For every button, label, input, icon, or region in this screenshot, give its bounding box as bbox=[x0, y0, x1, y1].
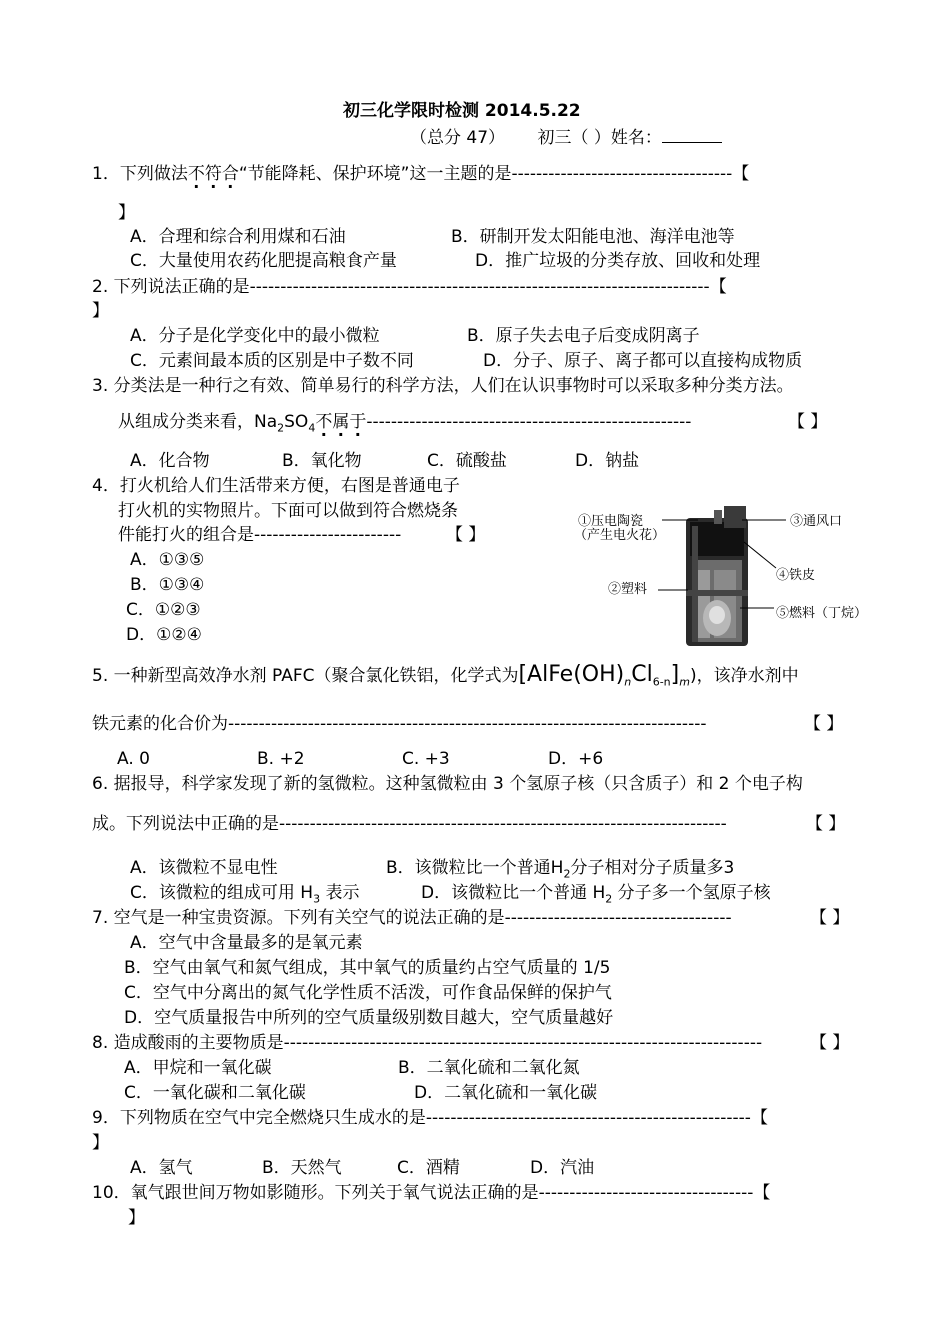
q9-dashes: -----------------------------------------------------【 bbox=[425, 1108, 768, 1128]
q8-option-d[interactable]: D．二氧化硫和一氧化碳 bbox=[414, 1083, 598, 1103]
q1-dashes: ------------------------------------【 bbox=[511, 164, 750, 184]
q3-formula: Na bbox=[254, 412, 278, 432]
lighter-label-4: ④铁皮 bbox=[776, 568, 816, 583]
q4-option-c[interactable]: C．①②③ bbox=[126, 600, 201, 620]
q3-stem: 3. 分类法是一种行之有效、简单易行的科学方法，人们在认识事物时可以采取多种分类方法。 bbox=[92, 376, 794, 396]
q1-stem bbox=[92, 163, 749, 185]
name-blank[interactable] bbox=[662, 126, 722, 143]
q3-option-a[interactable]: A．化合物 bbox=[130, 451, 210, 471]
q10-stem-text: 10．氧气跟世间万物如影随形。下列关于氧气说法正确的是 bbox=[92, 1183, 539, 1203]
q7-option-d[interactable]: D．空气质量报告中所列的空气质量级别数目越大，空气质量越好 bbox=[124, 1008, 614, 1028]
q9-stem bbox=[92, 1107, 768, 1129]
q6-stem: 6. 据报导，科学家发现了新的氢微粒。这种氢微粒由 3 个氢原子核（只含质子）和 2 个电子构 bbox=[92, 774, 803, 794]
q5-option-b[interactable]: B. +2 bbox=[257, 749, 305, 769]
lighter-label-1-note: （产生电火花） bbox=[574, 528, 666, 543]
q6-option-d-text: D．该微粒比一个普通 H bbox=[421, 883, 606, 903]
q3-stem-line2 bbox=[118, 411, 691, 439]
q9-bracket-close: 】 bbox=[92, 1133, 109, 1153]
q7-option-b[interactable]: B．空气由氧气和氮气组成，其中氧气的质量约占空气质量的 1/5 bbox=[124, 958, 611, 978]
q2-bracket-close: 】 bbox=[92, 301, 109, 321]
q8-option-b[interactable]: B．二氧化硫和二氧化氮 bbox=[398, 1058, 580, 1078]
q6-option-c-sub: 3 bbox=[313, 892, 321, 906]
lighter-label-1: ①压电陶瓷 bbox=[578, 514, 644, 529]
q3-emphasis-char: 属 bbox=[332, 412, 350, 432]
q10-dashes: -----------------------------------【 bbox=[538, 1183, 771, 1203]
lighter-label-3: ③通风口 bbox=[790, 514, 843, 529]
q1-emphasis-char: 不 bbox=[187, 164, 205, 184]
q1-option-c[interactable]: C．大量使用农药化肥提高粮食产量 bbox=[130, 251, 397, 271]
q4-stem-line2: 打火机的实物照片。下面可以做到符合燃烧条 bbox=[118, 501, 458, 521]
q2-option-b[interactable]: B．原子失去电子后变成阴离子 bbox=[467, 326, 700, 346]
q3-answer-bracket[interactable]: 【 】 bbox=[788, 412, 828, 432]
q5-stem-text: 5. 一种新型高效净水剂 PAFC（聚合氯化铁铝，化学式为 bbox=[92, 666, 519, 686]
q2-stem bbox=[92, 276, 727, 298]
q8-dashes: ------------------------------------------------------------------------------ bbox=[283, 1033, 763, 1053]
q9-option-c[interactable]: C．酒精 bbox=[397, 1158, 460, 1178]
q1-stem-part: 1．下列做法 bbox=[92, 164, 188, 184]
q5-formula-sub: 6-n bbox=[652, 675, 671, 689]
q7-stem bbox=[92, 907, 732, 929]
q7-option-c[interactable]: C．空气中分离出的氮气化学性质不活泼，可作食品保鲜的保护气 bbox=[124, 983, 612, 1003]
q6-stem-line2 bbox=[92, 813, 727, 835]
q6-option-d-text: 分子多一个氢原子核 bbox=[612, 883, 771, 903]
q4-stem-part: 件能打火的组合是 bbox=[118, 525, 254, 545]
lighter-label-5: ⑤燃料（丁烷） bbox=[776, 606, 868, 621]
q1-option-b[interactable]: B．研制开发太阳能电池、海洋电池等 bbox=[451, 227, 735, 247]
q6-option-d-sub: 2 bbox=[605, 892, 613, 906]
class-name-label: 初三（ ）姓名： bbox=[537, 128, 662, 148]
q5-formula-sub: n bbox=[624, 675, 632, 689]
q9-stem-text: 9．下列物质在空气中完全燃烧只生成水的是 bbox=[92, 1108, 426, 1128]
q6-option-a[interactable]: A．该微粒不显电性 bbox=[130, 858, 278, 878]
q1-option-d[interactable]: D．推广垃圾的分类存放、回收和处理 bbox=[475, 251, 761, 271]
q1-emphasis-char: 合 bbox=[221, 164, 239, 184]
q10-stem bbox=[92, 1182, 770, 1204]
q8-stem-text: 8. 造成酸雨的主要物质是 bbox=[92, 1033, 284, 1053]
q10-bracket-close: 】 bbox=[128, 1208, 145, 1228]
q3-formula: SO bbox=[284, 412, 309, 432]
q5-stem-end: )，该净水剂中 bbox=[689, 666, 799, 686]
q5-formula: ] bbox=[670, 662, 680, 687]
q4-answer-bracket[interactable]: 【 】 bbox=[446, 525, 486, 545]
q1-bracket-close: 】 bbox=[118, 203, 135, 223]
q9-option-b[interactable]: B．天然气 bbox=[262, 1158, 342, 1178]
q4-stem-line1: 4．打火机给人们生活带来方便，右图是普通电子 bbox=[92, 476, 460, 496]
q4-dashes: ------------------------ bbox=[254, 525, 402, 545]
q7-stem-text: 7. 空气是一种宝贵资源。下列有关空气的说法正确的是 bbox=[92, 908, 505, 928]
q9-option-a[interactable]: A．氢气 bbox=[130, 1158, 193, 1178]
q5-option-c[interactable]: C. +3 bbox=[402, 749, 450, 769]
q5-dashes: ------------------------------------------------------------------------------ bbox=[228, 714, 707, 734]
q6-option-c-text: C．该微粒的组成可用 H bbox=[130, 883, 314, 903]
q7-answer-bracket[interactable]: 【 】 bbox=[810, 908, 850, 928]
q8-option-c[interactable]: C．一氧化碳和二氧化碳 bbox=[124, 1083, 306, 1103]
q6-dashes: ------------------------------------------------------------------------- bbox=[279, 814, 727, 834]
q2-stem-text: 2. 下列说法正确的是 bbox=[92, 277, 250, 297]
q8-stem bbox=[92, 1032, 762, 1054]
q2-option-d[interactable]: D．分子、原子、离子都可以直接构成物质 bbox=[483, 351, 803, 371]
q7-option-a[interactable]: A．空气中含量最多的是氧元素 bbox=[130, 933, 363, 953]
q6-stem-part: 成。下列说法中正确的是 bbox=[92, 814, 279, 834]
page-title: 初三化学限时检测 2014.5.22 bbox=[343, 101, 581, 121]
q5-formula: Cl bbox=[631, 662, 653, 687]
q2-option-c[interactable]: C．元素间最本质的区别是中子数不同 bbox=[130, 351, 414, 371]
q3-option-d[interactable]: D．钠盐 bbox=[575, 451, 640, 471]
q1-stem-part: “节能降耗、保护环境”这一主题的是 bbox=[238, 164, 512, 184]
q6-option-b-sub: 2 bbox=[563, 867, 571, 881]
q5-option-d[interactable]: D．+6 bbox=[548, 749, 604, 769]
q6-option-b-text: B．该微粒比一个普通H bbox=[386, 858, 564, 878]
q5-stem bbox=[92, 661, 799, 696]
q3-emphasis-char: 不 bbox=[315, 412, 333, 432]
q8-option-a[interactable]: A．甲烷和一氧化碳 bbox=[124, 1058, 272, 1078]
q5-stem-line2 bbox=[92, 713, 706, 735]
q3-option-b[interactable]: B．氧化物 bbox=[282, 451, 362, 471]
q9-option-d[interactable]: D．汽油 bbox=[530, 1158, 595, 1178]
lighter-label-2: ②塑料 bbox=[608, 582, 648, 597]
q4-option-d[interactable]: D．①②④ bbox=[126, 625, 202, 645]
lighter-figure bbox=[574, 500, 884, 650]
q6-answer-bracket[interactable]: 【 】 bbox=[806, 814, 846, 834]
q5-option-a[interactable]: A. 0 bbox=[117, 749, 150, 769]
q2-option-a[interactable]: A．分子是化学变化中的最小微粒 bbox=[130, 326, 380, 346]
total-score: （总分 47） bbox=[410, 128, 506, 148]
q3-formula-sub: 4 bbox=[308, 421, 316, 435]
q5-answer-bracket[interactable]: 【 】 bbox=[804, 714, 844, 734]
q5-formula: [AlFe(OH) bbox=[518, 662, 625, 687]
q3-emphasis-char: 于 bbox=[349, 412, 367, 432]
q3-option-c[interactable]: C．硫酸盐 bbox=[427, 451, 507, 471]
subtitle-line bbox=[410, 126, 722, 149]
q3-dashes: ----------------------------------------------------- bbox=[366, 412, 692, 432]
q8-answer-bracket[interactable]: 【 】 bbox=[810, 1033, 850, 1053]
q4-stem-line3 bbox=[118, 524, 401, 546]
q1-option-a[interactable]: A．合理和综合利用煤和石油 bbox=[130, 227, 346, 247]
q5-stem-part: 铁元素的化合价为 bbox=[92, 714, 228, 734]
q5-formula-sub: m bbox=[679, 675, 690, 689]
q2-dashes: ---------------------------------------------------------------------------【 bbox=[249, 277, 727, 297]
q1-emphasis-char: 符 bbox=[204, 164, 222, 184]
q4-option-b[interactable]: B．①③④ bbox=[130, 575, 205, 595]
q6-option-b-text: 分子相对分子质量多3 bbox=[570, 858, 735, 878]
q6-option-c-text: 表示 bbox=[320, 883, 360, 903]
q4-option-a[interactable]: A．①③⑤ bbox=[130, 550, 205, 570]
q3-formula-sub: 2 bbox=[277, 421, 285, 435]
q3-stem-part: 从组成分类来看， bbox=[118, 412, 254, 432]
q7-dashes: ------------------------------------- bbox=[504, 908, 732, 928]
